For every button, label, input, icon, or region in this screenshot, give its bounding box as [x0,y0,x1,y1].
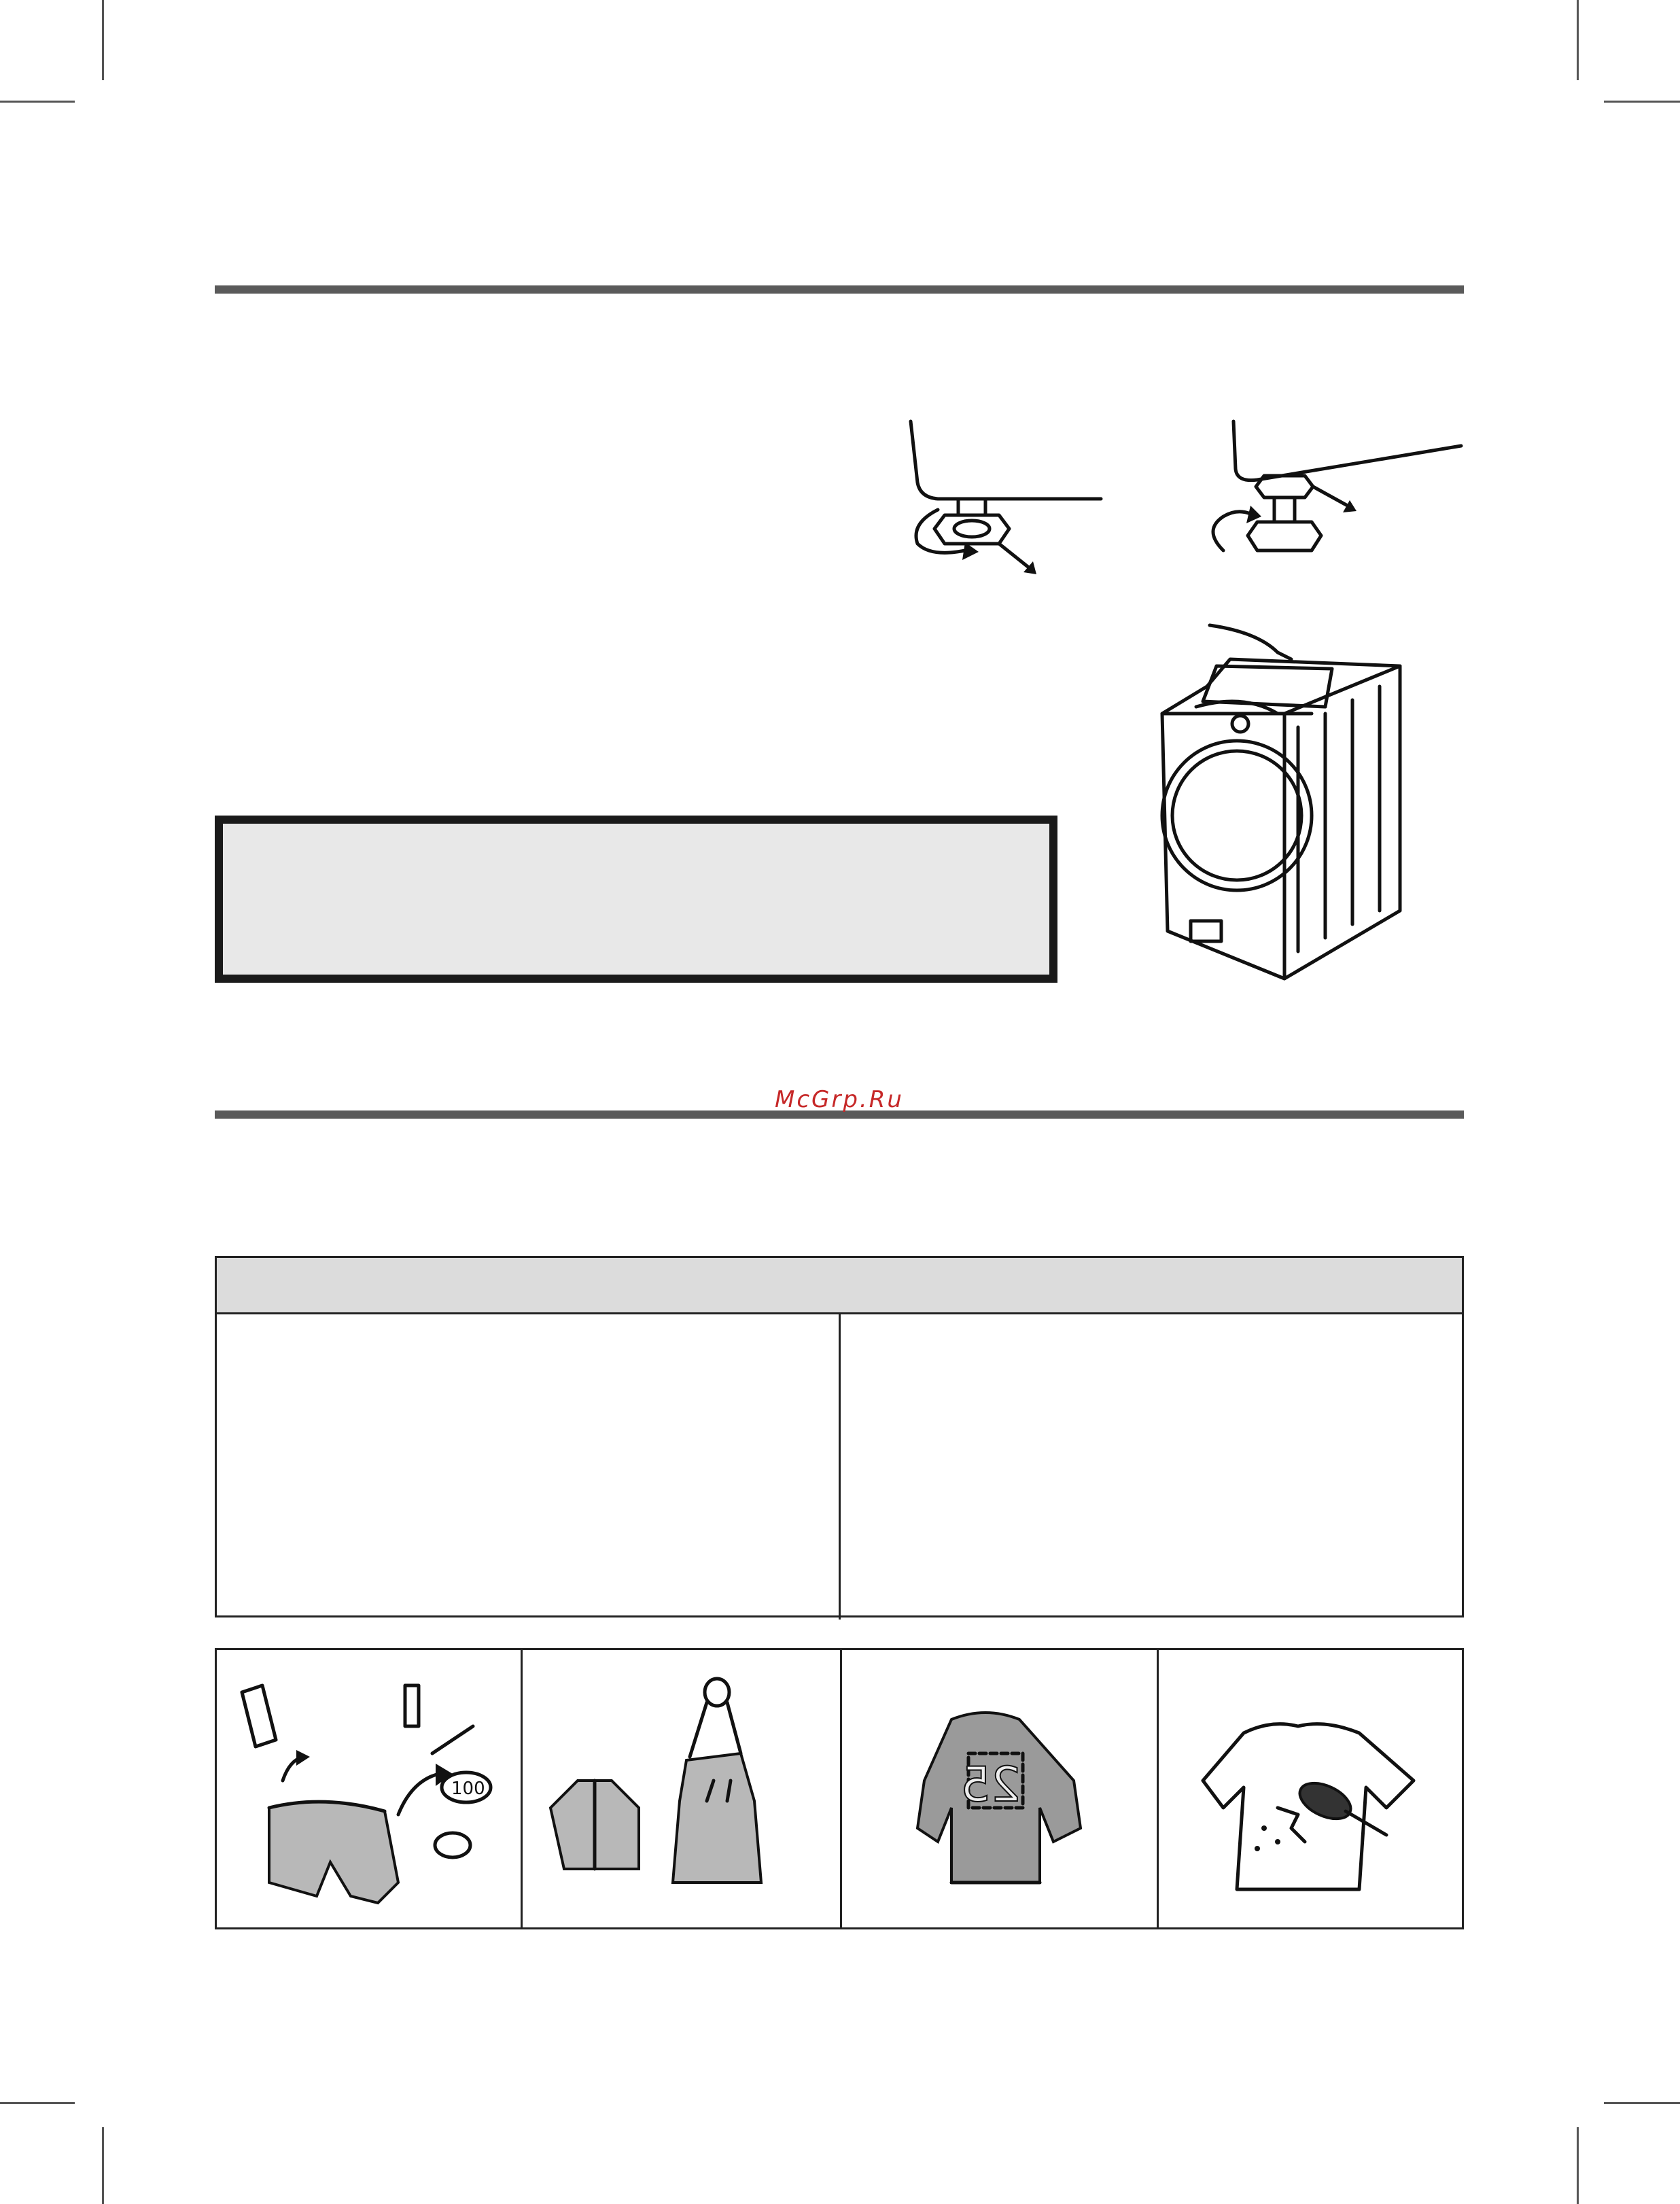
crop-mark [1604,2102,1680,2104]
table-header [217,1258,1462,1314]
table-divider [839,1312,841,1620]
sweater-number: 25 [960,1757,1021,1813]
crop-mark [102,2127,104,2204]
leveling-foot-adjust-icon [1196,421,1468,578]
laundry-table [215,1256,1464,1617]
crop-mark [0,101,75,103]
brush-off-stains-icon [1196,1706,1427,1903]
crop-mark [0,2102,75,2104]
turn-inside-out-icon [911,1699,1101,1903]
crop-mark [102,0,104,80]
section-rule-top [215,285,1464,294]
fasten-ties-icon [537,1679,809,1917]
crop-mark [1577,0,1579,80]
coin-value: 100 [451,1779,485,1799]
crop-mark [1604,101,1680,103]
leveling-foot-loosen-icon [897,421,1115,578]
washing-machine-stability-check-icon [1155,612,1427,985]
empty-pockets-icon [228,1679,514,1917]
crop-mark [1577,2127,1579,2204]
watermark: McGrp.Ru [775,1086,904,1113]
note-box [215,816,1057,983]
